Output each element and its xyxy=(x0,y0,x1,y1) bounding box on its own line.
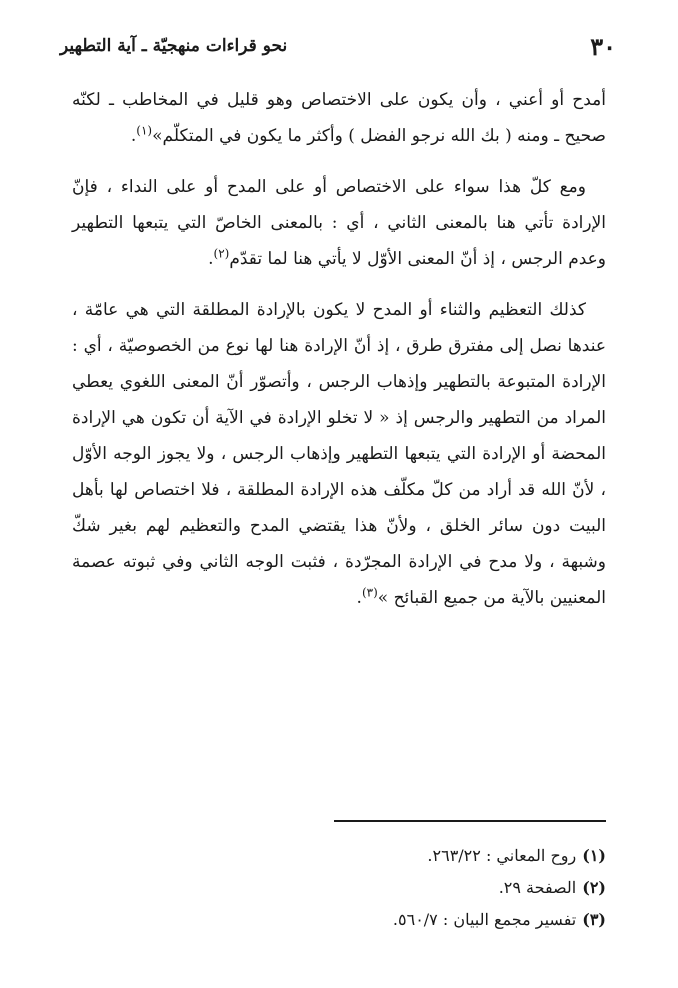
body-text xyxy=(72,82,606,631)
footnote-item xyxy=(72,872,606,904)
footnote-text: روح المعاني : ٢٦٣/٢٢. xyxy=(427,846,577,865)
page-number: ٣٠ xyxy=(590,31,616,61)
paragraph-text: ومع كلّ هذا سواء على الاختصاص أو على المدح أو على النداء ، فإنّ الإرادة تأتي هنا بالمعنى الثاني ، أي : بالمعنى الخاصّ التي يتبعها التطهير وعدم الرجس ، إذ أنّ المعنى الأوّل لا يأتي هنا لما تقدّم xyxy=(72,177,606,269)
paragraph-text: أمدح أو أعني ، وأن يكون على الاختصاص وهو قليل في المخاطب ـ لكنّه صحيح ـ ومنه ( بك الله نرجو الفضل ) وأكثر ما يكون في المتكلّم» xyxy=(72,90,606,146)
footnote-reference: (٣) xyxy=(361,585,378,600)
page-header xyxy=(60,28,616,64)
footnote-text: تفسير مجمع البيان : ٥٦٠/٧. xyxy=(392,910,577,929)
footnotes xyxy=(72,840,606,936)
paragraph xyxy=(72,292,606,616)
footnote-item xyxy=(72,904,606,936)
paragraph-tail: . xyxy=(208,249,214,269)
footnote-divider xyxy=(334,820,606,822)
paragraph-tail: . xyxy=(130,126,137,146)
footnote-text: الصفحة ٢٩. xyxy=(498,878,577,897)
footnote-item xyxy=(72,840,606,872)
footnote-number: (٣) xyxy=(582,910,606,929)
paragraph-tail: . xyxy=(356,588,362,608)
paragraph xyxy=(72,82,606,154)
footnote-reference: (٢) xyxy=(213,246,230,261)
paragraph xyxy=(72,169,606,277)
paragraph-text: كذلك التعظيم والثناء أو المدح لا يكون بالإرادة المطلقة التي هي عامّة ، عندها نصل إلى مفترق طرق ، إذ أنّ الإرادة هنا لها نوع من الخصوصيّة ، أي : الإرادة المتبوعة بالتطهير وإذهاب الرجس ، وأتصوّر أنّ المعنى اللغوي يعطي المراد من التطهير والرجس إذ « لا تخلو الإرادة في الآية أن تكون هي الإرادة المحضة أو الإرادة التي يتبعها التطهير وإذهاب الرجس ، ولا يجوز الوجه الأوّل ، لأنّ الله قد أراد من كلّ مكلّف هذه الإرادة المطلقة ، فلا اختصاص لها بأهل البيت دون سائر الخلق ، ولأنّ هذا يقتضي المدح والتعظيم لهم بغير شكّ وشبهة ، ولا مدح في الإرادة المجرّدة ، فثبت الوجه الثاني وفي ثبوته عصمة المعنيين بالآية من جميع القبائح » xyxy=(72,300,606,608)
footnote-reference: (١) xyxy=(136,123,153,138)
footnote-number: (٢) xyxy=(582,878,606,897)
footnote-number: (١) xyxy=(582,846,606,865)
running-title: نحو قراءات منهجيّة ـ آية التطهير xyxy=(60,36,288,56)
